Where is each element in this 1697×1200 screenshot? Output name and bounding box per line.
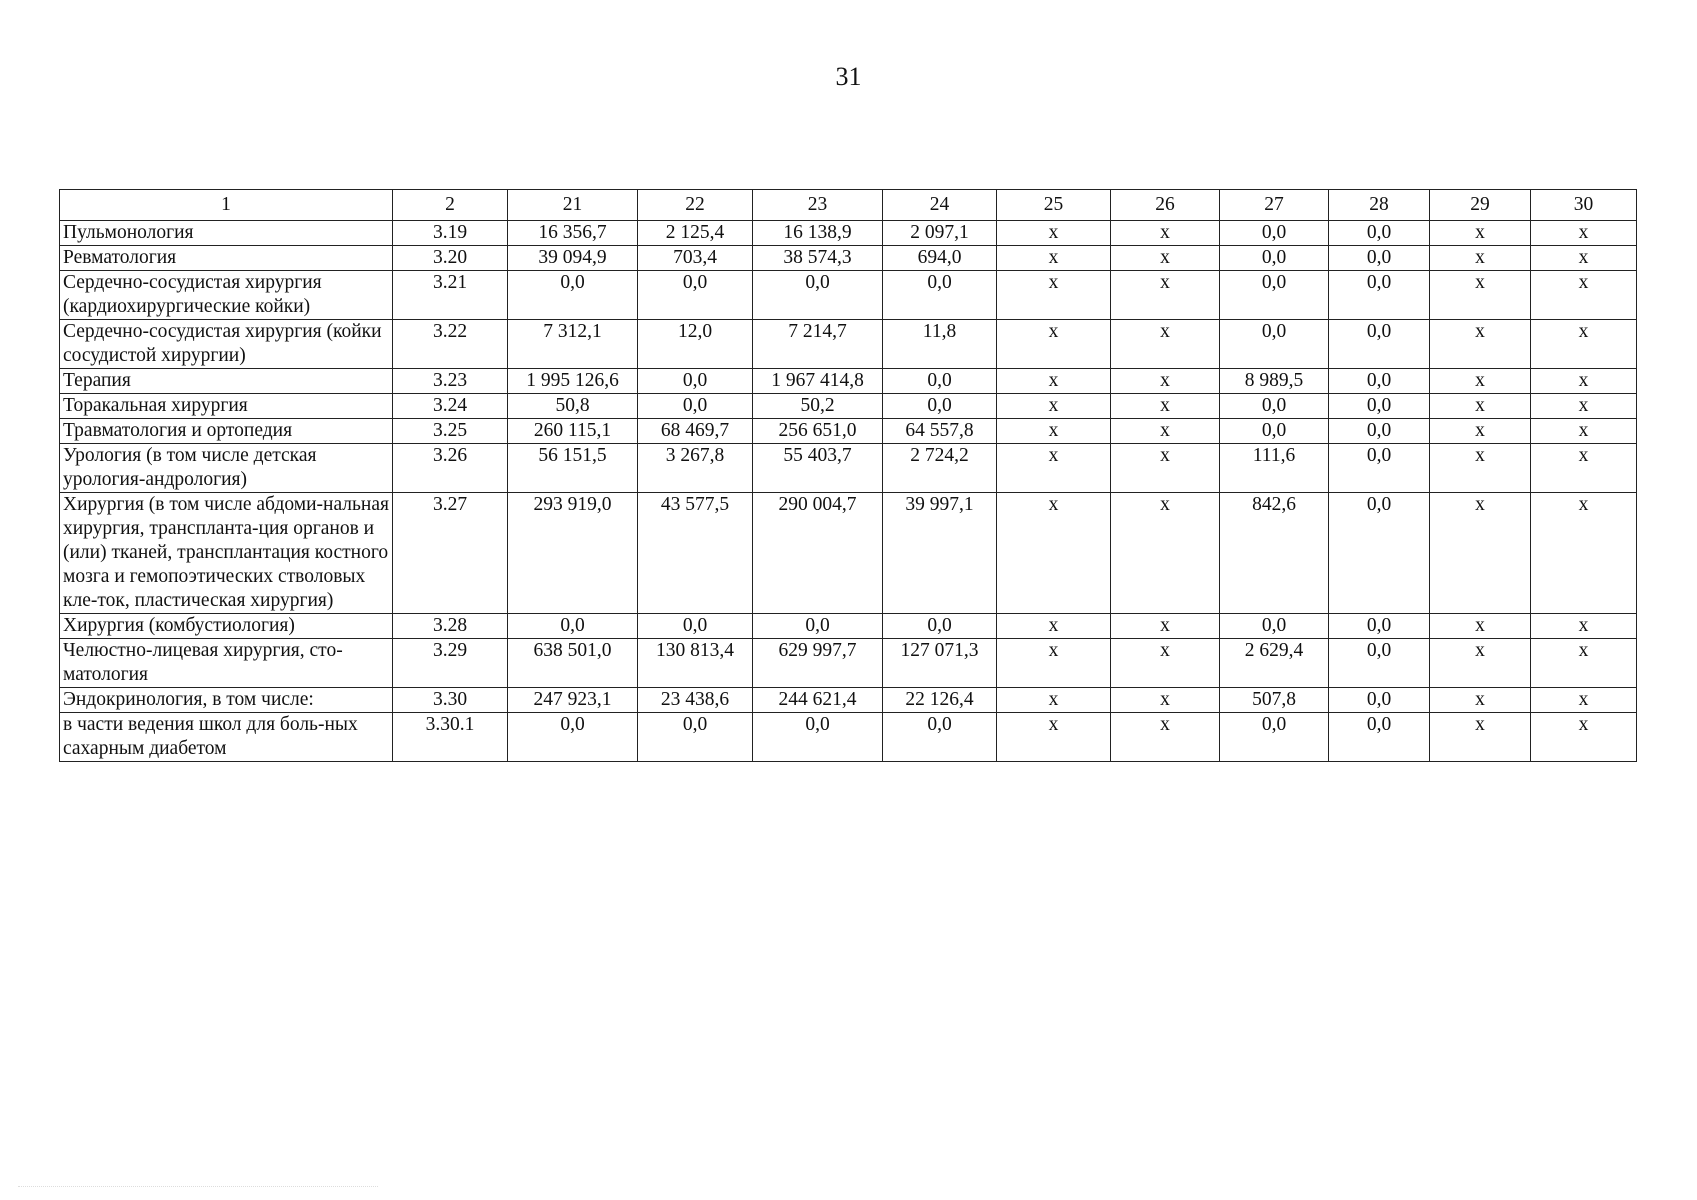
row-code: 3.24 bbox=[393, 394, 508, 419]
cell-22: 12,0 bbox=[638, 320, 753, 369]
row-name: Пульмонология bbox=[60, 221, 393, 246]
cell-24: 0,0 bbox=[883, 394, 997, 419]
cell-25: х bbox=[997, 688, 1111, 713]
row-name: Урология (в том числе детская урология-андрология) bbox=[60, 444, 393, 493]
scan-artifact bbox=[18, 1186, 378, 1187]
cell-29: х bbox=[1430, 493, 1531, 614]
cell-28: 0,0 bbox=[1329, 688, 1430, 713]
cell-27: 0,0 bbox=[1220, 246, 1329, 271]
row-name: Ревматология bbox=[60, 246, 393, 271]
column-header: 25 bbox=[997, 190, 1111, 221]
column-header: 27 bbox=[1220, 190, 1329, 221]
cell-28: 0,0 bbox=[1329, 614, 1430, 639]
cell-29: х bbox=[1430, 271, 1531, 320]
cell-24: 694,0 bbox=[883, 246, 997, 271]
cell-21: 16 356,7 bbox=[508, 221, 638, 246]
cell-23: 0,0 bbox=[753, 713, 883, 762]
cell-25: х bbox=[997, 639, 1111, 688]
cell-28: 0,0 bbox=[1329, 639, 1430, 688]
cell-27: 111,6 bbox=[1220, 444, 1329, 493]
cell-26: х bbox=[1111, 419, 1220, 444]
cell-24: 2 724,2 bbox=[883, 444, 997, 493]
row-name: Челюстно-лицевая хирургия, сто-матология bbox=[60, 639, 393, 688]
cell-27: 0,0 bbox=[1220, 320, 1329, 369]
cell-23: 0,0 bbox=[753, 614, 883, 639]
cell-27: 0,0 bbox=[1220, 271, 1329, 320]
row-code: 3.28 bbox=[393, 614, 508, 639]
cell-30: х bbox=[1531, 444, 1637, 493]
cell-22: 3 267,8 bbox=[638, 444, 753, 493]
cell-26: х bbox=[1111, 221, 1220, 246]
cell-30: х bbox=[1531, 320, 1637, 369]
row-name: Травматология и ортопедия bbox=[60, 419, 393, 444]
table-row bbox=[60, 419, 1637, 444]
cell-21: 293 919,0 bbox=[508, 493, 638, 614]
cell-24: 0,0 bbox=[883, 713, 997, 762]
cell-21: 260 115,1 bbox=[508, 419, 638, 444]
row-code: 3.27 bbox=[393, 493, 508, 614]
table-row bbox=[60, 444, 1637, 493]
cell-23: 7 214,7 bbox=[753, 320, 883, 369]
cell-23: 629 997,7 bbox=[753, 639, 883, 688]
cell-25: х bbox=[997, 271, 1111, 320]
cell-26: х bbox=[1111, 688, 1220, 713]
cell-27: 0,0 bbox=[1220, 614, 1329, 639]
column-header: 28 bbox=[1329, 190, 1430, 221]
cell-30: х bbox=[1531, 713, 1637, 762]
cell-22: 23 438,6 bbox=[638, 688, 753, 713]
column-header: 24 bbox=[883, 190, 997, 221]
cell-23: 55 403,7 bbox=[753, 444, 883, 493]
cell-21: 638 501,0 bbox=[508, 639, 638, 688]
cell-21: 0,0 bbox=[508, 713, 638, 762]
cell-25: х bbox=[997, 419, 1111, 444]
cell-29: х bbox=[1430, 419, 1531, 444]
cell-23: 290 004,7 bbox=[753, 493, 883, 614]
row-code: 3.21 bbox=[393, 271, 508, 320]
cell-30: х bbox=[1531, 246, 1637, 271]
cell-29: х bbox=[1430, 639, 1531, 688]
row-name: Сердечно-сосудистая хирургия (койки сосудистой хирургии) bbox=[60, 320, 393, 369]
cell-23: 50,2 bbox=[753, 394, 883, 419]
cell-30: х bbox=[1531, 369, 1637, 394]
cell-26: х bbox=[1111, 713, 1220, 762]
cell-30: х bbox=[1531, 493, 1637, 614]
column-header: 23 bbox=[753, 190, 883, 221]
cell-23: 244 621,4 bbox=[753, 688, 883, 713]
cell-28: 0,0 bbox=[1329, 713, 1430, 762]
cell-26: х bbox=[1111, 320, 1220, 369]
cell-28: 0,0 bbox=[1329, 246, 1430, 271]
row-name: Хирургия (комбустиология) bbox=[60, 614, 393, 639]
table-row bbox=[60, 271, 1637, 320]
cell-29: х bbox=[1430, 444, 1531, 493]
cell-29: х bbox=[1430, 713, 1531, 762]
cell-22: 68 469,7 bbox=[638, 419, 753, 444]
cell-22: 43 577,5 bbox=[638, 493, 753, 614]
column-header: 26 bbox=[1111, 190, 1220, 221]
cell-21: 247 923,1 bbox=[508, 688, 638, 713]
cell-23: 16 138,9 bbox=[753, 221, 883, 246]
cell-28: 0,0 bbox=[1329, 444, 1430, 493]
cell-27: 0,0 bbox=[1220, 221, 1329, 246]
cell-25: х bbox=[997, 221, 1111, 246]
table-row bbox=[60, 493, 1637, 614]
cell-28: 0,0 bbox=[1329, 419, 1430, 444]
table-row bbox=[60, 246, 1637, 271]
cell-24: 64 557,8 bbox=[883, 419, 997, 444]
cell-23: 1 967 414,8 bbox=[753, 369, 883, 394]
row-code: 3.30.1 bbox=[393, 713, 508, 762]
row-code: 3.25 bbox=[393, 419, 508, 444]
cell-30: х bbox=[1531, 394, 1637, 419]
cell-21: 56 151,5 bbox=[508, 444, 638, 493]
row-name: Сердечно-сосудистая хирургия (кардиохирургические койки) bbox=[60, 271, 393, 320]
cell-23: 0,0 bbox=[753, 271, 883, 320]
cell-25: х bbox=[997, 246, 1111, 271]
cell-29: х bbox=[1430, 320, 1531, 369]
cell-21: 50,8 bbox=[508, 394, 638, 419]
cell-22: 0,0 bbox=[638, 713, 753, 762]
table-row bbox=[60, 369, 1637, 394]
header-row bbox=[60, 190, 1637, 221]
cell-27: 0,0 bbox=[1220, 713, 1329, 762]
cell-26: х bbox=[1111, 614, 1220, 639]
cell-27: 8 989,5 bbox=[1220, 369, 1329, 394]
table-row bbox=[60, 688, 1637, 713]
row-code: 3.23 bbox=[393, 369, 508, 394]
cell-30: х bbox=[1531, 271, 1637, 320]
cell-22: 0,0 bbox=[638, 394, 753, 419]
column-header: 21 bbox=[508, 190, 638, 221]
cell-27: 0,0 bbox=[1220, 394, 1329, 419]
cell-30: х bbox=[1531, 614, 1637, 639]
cell-26: х bbox=[1111, 444, 1220, 493]
cell-24: 127 071,3 bbox=[883, 639, 997, 688]
row-name: Торакальная хирургия bbox=[60, 394, 393, 419]
row-code: 3.26 bbox=[393, 444, 508, 493]
cell-24: 0,0 bbox=[883, 369, 997, 394]
cell-26: х bbox=[1111, 246, 1220, 271]
column-header: 2 bbox=[393, 190, 508, 221]
cell-28: 0,0 bbox=[1329, 369, 1430, 394]
row-code: 3.19 bbox=[393, 221, 508, 246]
cell-21: 39 094,9 bbox=[508, 246, 638, 271]
cell-24: 11,8 bbox=[883, 320, 997, 369]
row-code: 3.20 bbox=[393, 246, 508, 271]
cell-22: 703,4 bbox=[638, 246, 753, 271]
cell-24: 39 997,1 bbox=[883, 493, 997, 614]
cell-26: х bbox=[1111, 394, 1220, 419]
cell-29: х bbox=[1430, 221, 1531, 246]
cell-28: 0,0 bbox=[1329, 493, 1430, 614]
row-code: 3.22 bbox=[393, 320, 508, 369]
table-row bbox=[60, 221, 1637, 246]
cell-29: х bbox=[1430, 688, 1531, 713]
cell-27: 0,0 bbox=[1220, 419, 1329, 444]
cell-22: 0,0 bbox=[638, 369, 753, 394]
column-header: 30 bbox=[1531, 190, 1637, 221]
cell-27: 2 629,4 bbox=[1220, 639, 1329, 688]
row-name: в части ведения школ для боль-ных сахарным диабетом bbox=[60, 713, 393, 762]
cell-28: 0,0 bbox=[1329, 221, 1430, 246]
cell-22: 2 125,4 bbox=[638, 221, 753, 246]
cell-26: х bbox=[1111, 271, 1220, 320]
column-header: 29 bbox=[1430, 190, 1531, 221]
cell-22: 130 813,4 bbox=[638, 639, 753, 688]
cell-30: х bbox=[1531, 419, 1637, 444]
cell-24: 2 097,1 bbox=[883, 221, 997, 246]
table-row bbox=[60, 639, 1637, 688]
cell-22: 0,0 bbox=[638, 271, 753, 320]
row-name: Терапия bbox=[60, 369, 393, 394]
cell-29: х bbox=[1430, 394, 1531, 419]
row-code: 3.29 bbox=[393, 639, 508, 688]
table-row bbox=[60, 320, 1637, 369]
cell-26: х bbox=[1111, 493, 1220, 614]
cell-28: 0,0 bbox=[1329, 394, 1430, 419]
cell-26: х bbox=[1111, 639, 1220, 688]
cell-25: х bbox=[997, 369, 1111, 394]
cell-23: 38 574,3 bbox=[753, 246, 883, 271]
column-header: 1 bbox=[60, 190, 393, 221]
row-name: Хирургия (в том числе абдоми-нальная хирургия, трансплантa-ция органов и (или) тканей, трансплантация костного мозга и гемопоэтических стволовых кле-ток, пластическая хирургия) bbox=[60, 493, 393, 614]
data-table bbox=[59, 189, 1637, 762]
table-row bbox=[60, 713, 1637, 762]
cell-23: 256 651,0 bbox=[753, 419, 883, 444]
cell-30: х bbox=[1531, 221, 1637, 246]
row-name: Эндокринология, в том числе: bbox=[60, 688, 393, 713]
cell-29: х bbox=[1430, 246, 1531, 271]
cell-29: х bbox=[1430, 369, 1531, 394]
cell-30: х bbox=[1531, 688, 1637, 713]
cell-27: 842,6 bbox=[1220, 493, 1329, 614]
page-number: 31 bbox=[835, 62, 862, 91]
cell-28: 0,0 bbox=[1329, 271, 1430, 320]
cell-22: 0,0 bbox=[638, 614, 753, 639]
cell-26: х bbox=[1111, 369, 1220, 394]
cell-25: х bbox=[997, 444, 1111, 493]
cell-21: 0,0 bbox=[508, 614, 638, 639]
table-row bbox=[60, 394, 1637, 419]
table-row bbox=[60, 614, 1637, 639]
row-code: 3.30 bbox=[393, 688, 508, 713]
cell-25: х bbox=[997, 493, 1111, 614]
cell-25: х bbox=[997, 614, 1111, 639]
cell-28: 0,0 bbox=[1329, 320, 1430, 369]
cell-24: 0,0 bbox=[883, 271, 997, 320]
cell-25: х bbox=[997, 713, 1111, 762]
cell-25: х bbox=[997, 320, 1111, 369]
cell-21: 7 312,1 bbox=[508, 320, 638, 369]
column-header: 22 bbox=[638, 190, 753, 221]
cell-25: х bbox=[997, 394, 1111, 419]
cell-21: 1 995 126,6 bbox=[508, 369, 638, 394]
cell-30: х bbox=[1531, 639, 1637, 688]
cell-29: х bbox=[1430, 614, 1531, 639]
cell-21: 0,0 bbox=[508, 271, 638, 320]
cell-24: 22 126,4 bbox=[883, 688, 997, 713]
cell-24: 0,0 bbox=[883, 614, 997, 639]
cell-27: 507,8 bbox=[1220, 688, 1329, 713]
